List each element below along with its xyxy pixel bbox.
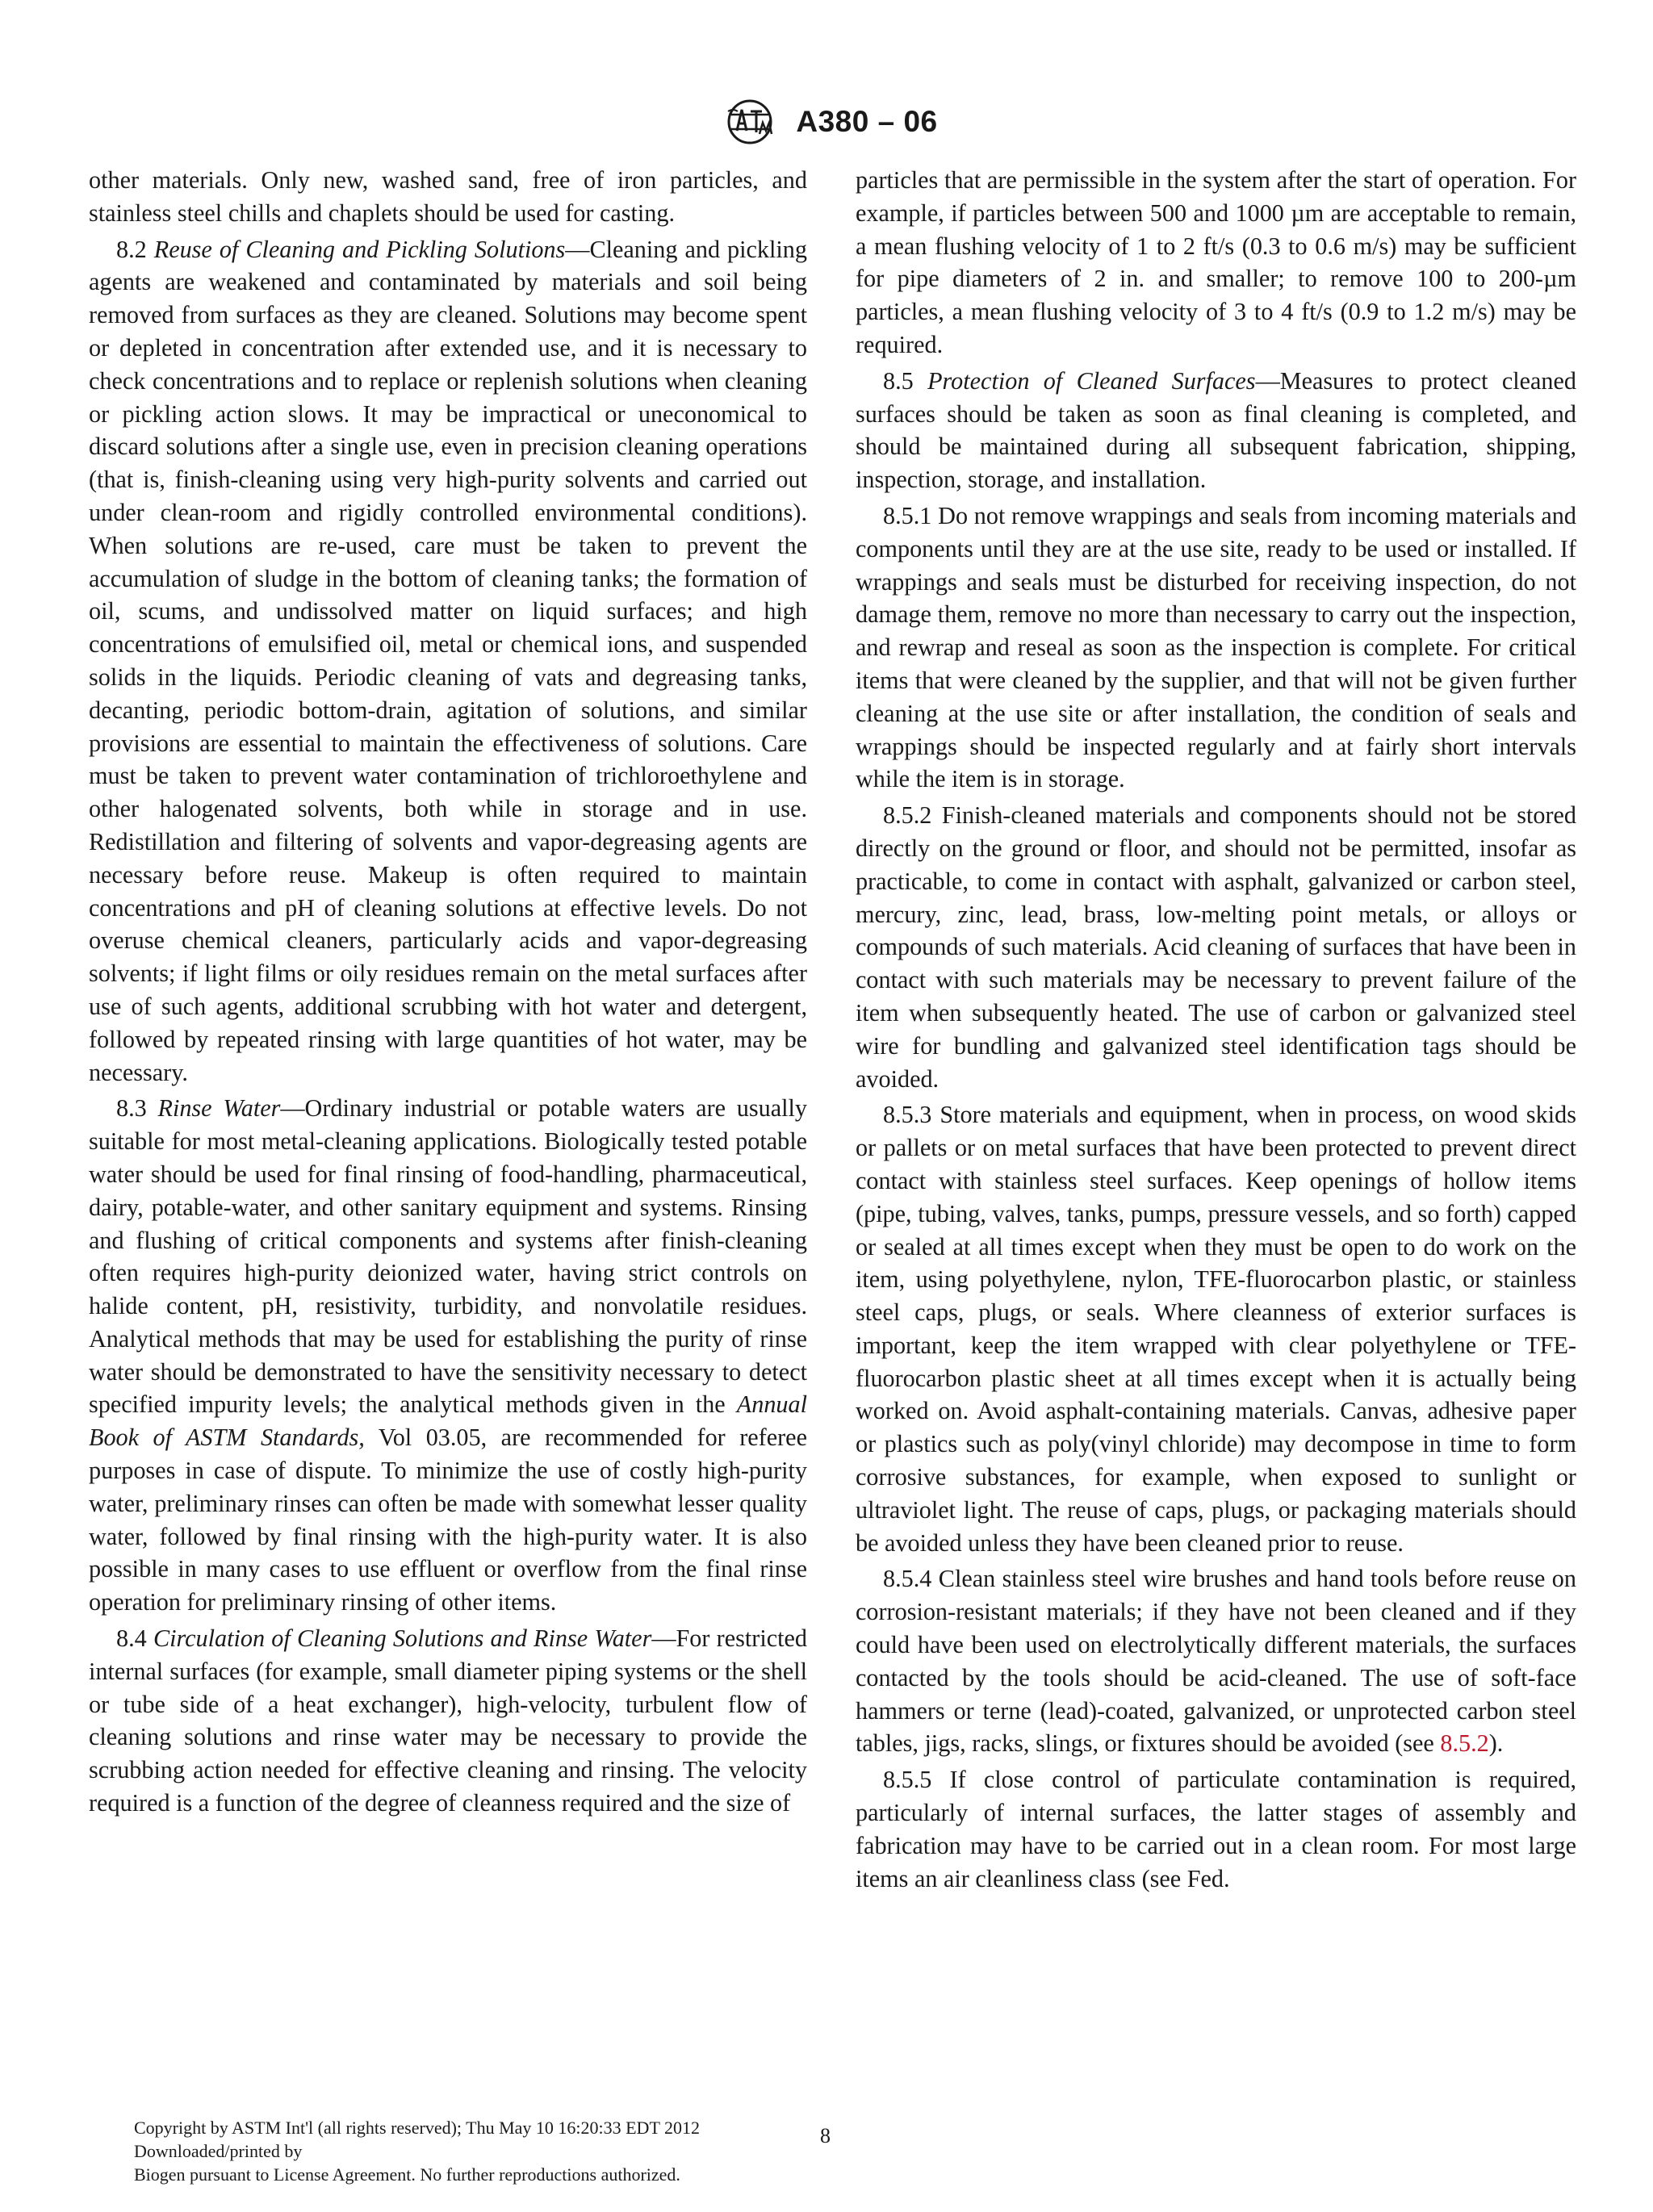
section-title: Rinse Water (157, 1094, 281, 1123)
section-title: Circulation of Cleaning Solutions and Rinse Water (153, 1625, 652, 1653)
right-column (856, 164, 1576, 1895)
section-8-2 (89, 233, 807, 1089)
section-body: —Cleaning and pickling agents are weakened and contaminated by materials and soil being removed from surfaces as they are cleaned. Solutions may become spent or depleted in concentration after extended use, and it is necessary to check concentrations and to replace or replenish solutions when cleaning or pickling action slows. It may be impractical or uneconomical to discard solutions after a single use, even in precision cleaning operations (that is, finish-cleaning using very high-purity solvents and carried out under clean-room and rigidly controlled environmental conditions). When solutions are re-used, care must be taken to prevent the accumulation of sludge in the bottom of cleaning tanks; the formation of oil, scums, and undissolved matter on liquid surfaces; and high concentrations of emulsified oil, metal or chemical ions, and suspended solids in the liquids. Periodic cleaning of vats and degreasing tanks, decanting, periodic bottom-drain, agitation of solutions, and similar provisions are essential to maintain the effectiveness of solutions. Care must be taken to prevent water contamination of trichloroethylene and other halogenated solvents, both while in storage and in use. Redistillation and filtering of solvents and vapor-degreasing agents are necessary before reuse. Makeup is often required to maintain concentrations and pH of cleaning solutions at effective levels. Do not overuse chemical cleaners, particularly acids and vapor-degreasing solvents; if light films or oily residues remain on the metal surfaces after use of such agents, additional scrubbing with hot water and detergent, followed by repeated rinsing with large quantities of hot water, may be necessary. (89, 235, 807, 1086)
section-number: 8.4 (116, 1625, 147, 1653)
section-body: 8.5.4 Clean stainless steel wire brushes and hand tools before reuse on corrosion-resistant materials; if they have not been cleaned and if they could have been used on electrolytically different materials, the surfaces contacted by the tools should be acid-cleaned. The use of soft-face hammers or terne (lead)-coated, galvanized, or unprotected carbon steel tables, jigs, racks, slings, or fixtures should be avoided (see (856, 1565, 1576, 1758)
copyright-line: Copyright by ASTM Int'l (all rights reserved); Thu May 10 16:20:33 EDT 2012 (134, 2118, 700, 2138)
page-number: 8 (820, 2124, 831, 2147)
license-line: Biogen pursuant to License Agreement. No further reproductions authorized. (134, 2164, 680, 2185)
copyright-footer (134, 2116, 860, 2186)
left-column (89, 164, 807, 1820)
section-number: 8.3 (116, 1094, 147, 1123)
document-id: A380 – 06 (796, 105, 938, 138)
section-body: —Ordinary industrial or potable waters are usually suitable for most metal-cleaning applications. Biologically tested potable water should be used for final rinsing of food-handling, pharmaceutical, dairy, potable-water, and other sanitary equipment and systems. Rinsing and flushing of critical components and systems after finish-cleaning often requires high-purity deionized water, having strict controls on halide content, pH, resistivity, turbidity, and nonvolatile residues. Analytical methods that may be used for establishing the purity of rinse water should be demonstrated to have the sensitivity necessary to detect specified impurity levels; the analytical methods given in the (89, 1094, 808, 1419)
section-8-3 (89, 1092, 807, 1619)
section-body-end: ). (1488, 1729, 1504, 1758)
section-8-4 (89, 1622, 807, 1820)
section-number: 8.2 (116, 235, 147, 263)
page-header (0, 98, 1653, 145)
section-8-5-3: 8.5.3 Store materials and equipment, when in process, on wood skids or pallets or on metal surfaces that have been protected to prevent direct contact with stainless steel surfaces. Keep openings of hollow items (pipe, tubing, valves, tanks, pumps, pressure vessels, and so forth) capped or sealed at all times except when they must be open to do work on the item, using polyethylene, nylon, TFE-fluorocarbon plastic, or stainless steel caps, plugs, or seals. Where cleanness of exterior surfaces is important, keep the item wrapped with clear polyethylene or TFE-fluorocarbon plastic sheet at all times except when it is actually being worked on. Avoid asphalt-containing materials. Canvas, adhesive paper or plastics such as poly(vinyl chloride) may decompose in time to form corrosive substances, for example, when exposed to sunlight or ultraviolet light. The reuse of caps, plugs, or packaging materials should be avoided unless they have been cleaned prior to reuse. (856, 1101, 1576, 1557)
section-8-5-1: 8.5.1 Do not remove wrappings and seals from incoming materials and components until they are at the use site, ready to be used or installed. If wrappings and seals must be disturbed for receiving inspection, do not damage them, remove no more than necessary to carry out the inspection, and rewrap and reseal as soon as the inspection is complete. For critical items that were cleaned by the supplier, and that will not be given further cleaning at the use site or after installation, the condition of seals and wrappings should be inspected regularly and at fairly short intervals while the item is in storage. (856, 501, 1576, 793)
section-8-5 (856, 365, 1576, 496)
section-number: 8.5 (883, 366, 914, 395)
section-body: —For restricted internal surfaces (for example, small diameter piping systems or the shell or tube side of a heat exchanger), high-velocity, turbulent flow of cleaning solutions and rinse water may be necessary to provide the scrubbing action needed for effective cleaning and rinsing. The velocity required is a function of the degree of cleanness required and the size of (89, 1625, 807, 1817)
download-line: Downloaded/printed by (134, 2141, 303, 2161)
section-8-5-4 (856, 1562, 1576, 1760)
book-title: Annual Book of ASTM Standards, (89, 1390, 807, 1452)
section-title: Protection of Cleaned Surfaces (927, 366, 1256, 395)
section-body: —Measures to protect cleaned surfaces should be taken as soon as final cleaning is completed, and should be maintained during all subsequent fabrication, shipping, inspection, storage, and installation. (856, 366, 1576, 494)
section-title: Reuse of Cleaning and Pickling Solutions (153, 235, 566, 263)
section-body-cont: Vol 03.05, are recommended for referee purposes in case of dispute. To minimize the use of costly high-purity water, preliminary rinses can often be made with somewhat lesser quality water, followed by final rinsing with the high-purity water. It is also possible in many cases to use effluent or overflow from the final rinse operation for preliminary rinsing of other items. (89, 1424, 807, 1616)
section-8-5-2: 8.5.2 Finish-cleaned materials and components should not be stored directly on the ground or floor, and should not be permitted, insofar as practicable, to come in contact with asphalt, galvanized or carbon steel, mercury, zinc, lead, brass, low-melting point metals, or alloys or compounds of such materials. Acid cleaning of surfaces that have been in contact with such materials may be necessary to prevent failure of the item when subsequently heated. The use of carbon or galvanized steel wire for bundling and galvanized steel identification tags should be avoided. (856, 801, 1576, 1093)
paragraph-continued: particles that are permissible in the system after the start of operation. For example, if particles between 500 and 1000 µm are acceptable to remain, a mean flushing velocity of 1 to 2 ft/s (0.3 to 0.6 m/s) may be sufficient for pipe diameters of 2 in. and smaller; to remove 100 to 200-µm particles, a mean flushing velocity of 3 to 4 ft/s (0.9 to 1.2 m/s) may be required. (856, 166, 1576, 358)
paragraph-continued: other materials. Only new, washed sand, free of iron particles, and stainless steel chills and chaplets should be used for casting. (89, 166, 807, 227)
astm-logo-icon (715, 98, 785, 145)
section-8-5-5: 8.5.5 If close control of particulate contamination is required, particularly of internal surfaces, the latter stages of assembly and fabrication may have to be carried out in a clean room. For most large items an air cleanliness class (see Fed. (856, 1766, 1576, 1892)
section-ref-link[interactable]: 8.5.2 (1440, 1729, 1489, 1758)
